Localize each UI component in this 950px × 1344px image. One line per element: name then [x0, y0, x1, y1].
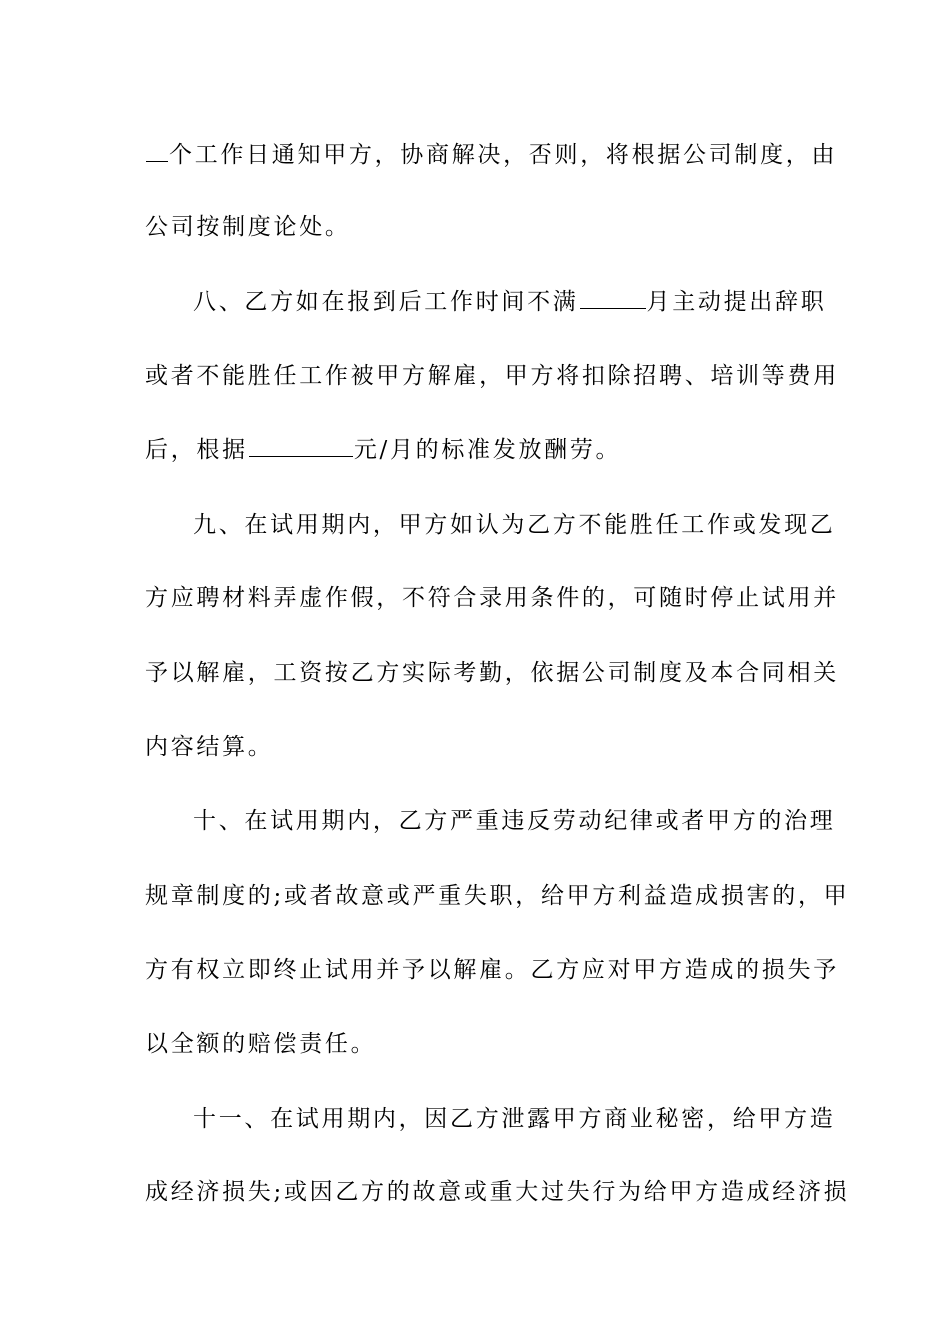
paragraph-11-line-1 — [193, 1099, 836, 1139]
paragraph-10-line-3 — [145, 950, 839, 990]
line-text: 方应聘材料弄虚作假，不符合录用条件的，可随时停止试用并 — [145, 585, 839, 611]
line-text: 方有权立即终止试用并予以解雇。乙方应对甲方造成的损失予 — [145, 957, 839, 983]
text-line-1 — [145, 135, 838, 175]
line-text: 个工作日通知甲方，协商解决，否则，将根据公司制度，由 — [169, 142, 838, 168]
line-text: 八、乙方如在报到后工作时间不满 — [193, 289, 579, 315]
paragraph-9-line-1 — [193, 505, 836, 545]
line-text: 内容结算。 — [145, 734, 274, 760]
paragraph-10-line-2 — [145, 876, 850, 916]
paragraph-8-line-2 — [145, 356, 839, 396]
line-text: 规章制度的;或者故意或严重失职，给甲方利益造成损害的，甲 — [145, 883, 850, 909]
text-line-2 — [145, 207, 815, 247]
line-text: 予以解雇，工资按乙方实际考勤，依据公司制度及本合同相关 — [145, 660, 839, 686]
line-text: 成经济损失;或因乙方的故意或重大过失行为给甲方造成经济损 — [145, 1179, 850, 1205]
line-text: 十、在试用期内，乙方严重违反劳动纪律或者甲方的治理 — [193, 808, 836, 834]
blank-field — [146, 135, 168, 162]
line-text: 十一、在试用期内，因乙方泄露甲方商业秘密，给甲方造 — [193, 1106, 836, 1132]
line-text: 元/月的标准发放酬劳。 — [353, 437, 622, 463]
paragraph-9-line-2 — [145, 578, 839, 618]
line-text: 月主动提出辞职 — [646, 289, 827, 315]
paragraph-11-line-2 — [145, 1172, 850, 1212]
line-text: 后，根据 — [145, 437, 248, 463]
blank-field — [249, 430, 353, 457]
blank-field — [580, 282, 646, 309]
paragraph-10-line-1 — [193, 801, 836, 841]
paragraph-9-line-4 — [145, 727, 815, 767]
line-text: 或者不能胜任工作被甲方解雇，甲方将扣除招聘、培训等费用 — [145, 363, 839, 389]
paragraph-8-line-3 — [145, 430, 815, 470]
paragraph-8-line-1 — [193, 282, 827, 322]
line-text: 九、在试用期内，甲方如认为乙方不能胜任工作或发现乙 — [193, 512, 836, 538]
paragraph-9-line-3 — [145, 653, 839, 693]
paragraph-10-line-4 — [145, 1024, 815, 1064]
line-text: 公司按制度论处。 — [145, 214, 351, 240]
line-text: 以全额的赔偿责任。 — [145, 1031, 377, 1057]
